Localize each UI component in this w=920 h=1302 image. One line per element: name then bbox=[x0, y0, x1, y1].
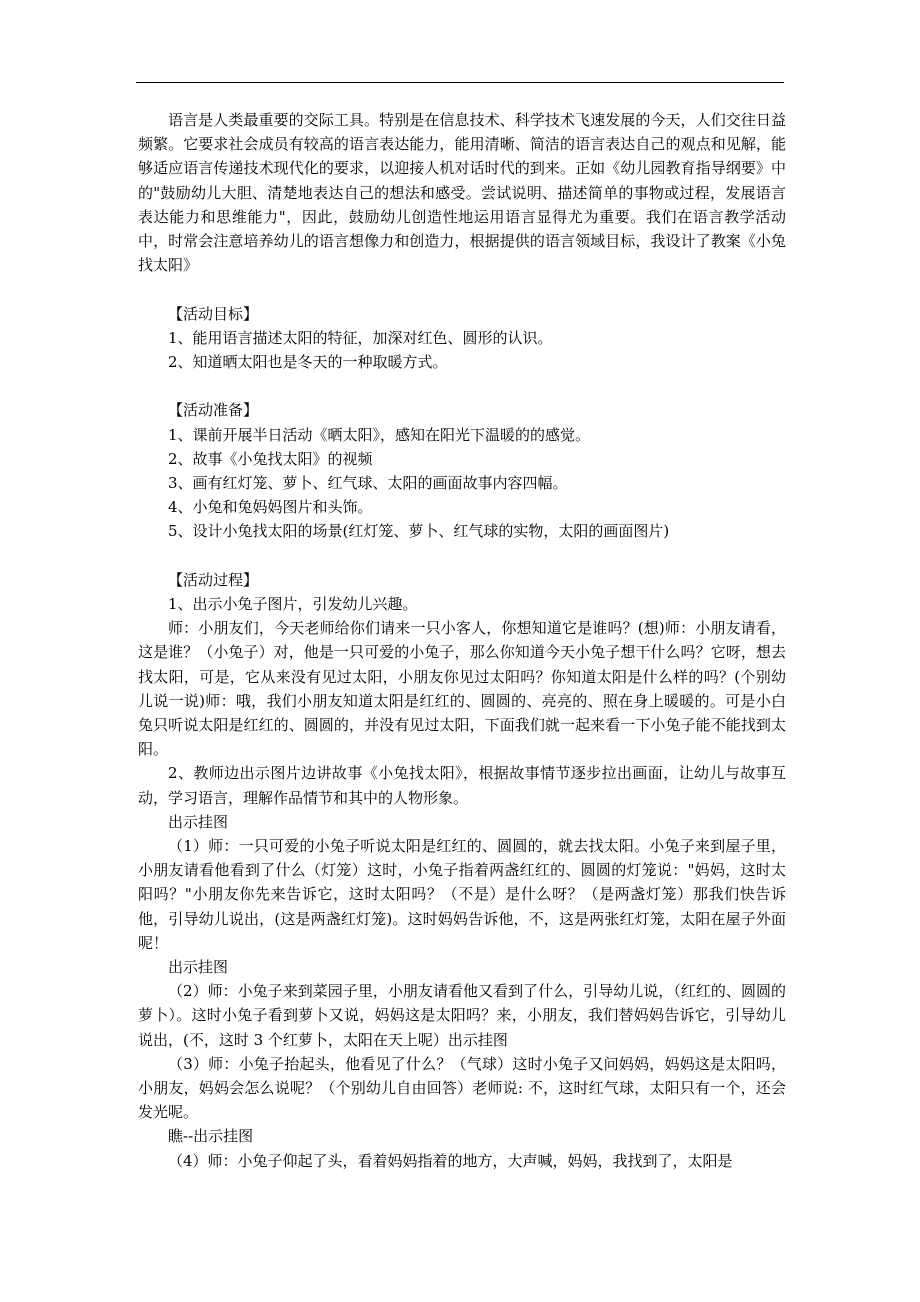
story-part: （4）师：小兔子仰起了头，看着妈妈指着的地方，大声喊，妈妈，我找到了，太阳是 bbox=[168, 1151, 733, 1170]
intro-paragraph: 语言是人类最重要的交际工具。特别是在信息技术、科学技术飞速发展的今天，人们交往日益频繁。它要求社会成员有较高的语言表达能力，能用清晰、简洁的语言表达自己的观点和见解，能够适应语言传递技术现代化的要求，以迎接人机对话时代的到来。正如《幼儿园教育指导纲要》中的"鼓励幼儿大胆、清楚地表达自己的想法和感受。尝试说明、描述简单的事物或过程，发展语言表达能力和思维能力"，因此，鼓励幼儿创造性地运用语言显得尤为重要。我们在语言教学活动中，时常会注意培养幼儿的语言想像力和创造力，根据提供的语言领域目标，我设计了教案《小兔找太阳》 bbox=[138, 111, 786, 275]
document-body bbox=[138, 108, 786, 1173]
header-rule bbox=[136, 82, 784, 83]
prep-item: 3、画有红灯笼、萝卜、红气球、太阳的画面故事内容四幅。 bbox=[168, 474, 568, 493]
goals-heading: 【活动目标】 bbox=[168, 304, 259, 323]
show-picture-note: 出示挂图 bbox=[168, 958, 229, 977]
prep-item: 5、设计小兔找太阳的场景(红灯笼、萝卜、红气球的实物，太阳的画面图片) bbox=[168, 522, 670, 541]
prep-item: 1、课前开展半日活动《晒太阳》，感知在阳光下温暖的的感觉。 bbox=[168, 425, 591, 444]
story-part: （3）师：小兔子抬起头，他看见了什么？（气球）这时小兔子又问妈妈，妈妈这是太阳吗，小朋友，妈妈会怎么说呢？（个别幼儿自由回答）老师说: 不，这时红气球，太阳只有一个，还会发光呢。 bbox=[138, 1054, 786, 1122]
show-picture-note: 瞧--出示挂图 bbox=[168, 1127, 254, 1146]
prep-heading: 【活动准备】 bbox=[168, 401, 259, 420]
goal-item: 1、能用语言描述太阳的特征，加深对红色、圆形的认识。 bbox=[168, 328, 553, 347]
goal-item: 2、知道晒太阳也是冬天的一种取暖方式。 bbox=[168, 353, 448, 372]
process-step: 2、教师边出示图片边讲故事《小兔找太阳》，根据故事情节逐步拉出画面，让幼儿与故事互动，学习语言，理解作品情节和其中的人物形象。 bbox=[138, 764, 786, 807]
process-step: 1、出示小兔子图片，引发幼儿兴趣。 bbox=[168, 595, 418, 614]
process-heading: 【活动过程】 bbox=[168, 570, 259, 589]
show-picture-note: 出示挂图 bbox=[168, 812, 229, 831]
dialog-paragraph: 师：小朋友们，今天老师给你们请来一只小客人，你想知道它是谁吗？(想)师：小朋友请看，这是谁？（小兔子）对，他是一只可爱的小兔子，那么你知道今天小兔子想干什么吗？它呀，想去找太阳，可是，它从来没有见过太阳，小朋友你见过太阳吗？你知道太阳是什么样的吗？(个别幼儿说一说)师：哦，我们小朋友知道太阳是红红的、圆圆的、亮亮的、照在身上暖暖的。可是小白兔只听说太阳是红红的、圆圆的，并没有见过太阳，下面我们就一起来看一下小兔子能不能找到太阳。 bbox=[138, 619, 786, 759]
prep-item: 4、小兔和兔妈妈图片和头饰。 bbox=[168, 498, 373, 517]
story-part: （1）师：一只可爱的小兔子听说太阳是红红的、圆圆的，就去找太阳。小兔子来到屋子里，小朋友请看他看到了什么（灯笼）这时，小兔子指着两盏红红的、圆圆的灯笼说："妈妈，这时太阳吗？"小朋友你先来告诉它，这时太阳吗？（不是）是什么呀？（是两盏灯笼）那我们快告诉他，引导幼儿说出，(这是两盏红灯笼)。这时妈妈告诉他，不，这是两张红灯笼，太阳在屋子外面呢！ bbox=[138, 837, 786, 952]
prep-item: 2、故事《小兔找太阳》的视频 bbox=[168, 449, 373, 468]
story-part: （2）师：小兔子来到菜园子里，小朋友请看他又看到了什么，引导幼儿说，（红红的、圆圆的萝卜）。这时小兔子看到萝卜又说，妈妈这是太阳吗？来，小朋友，我们替妈妈告诉它，引导幼儿说出，(不，这时 3 个红萝卜，太阳在天上呢）出示挂图 bbox=[138, 982, 786, 1049]
